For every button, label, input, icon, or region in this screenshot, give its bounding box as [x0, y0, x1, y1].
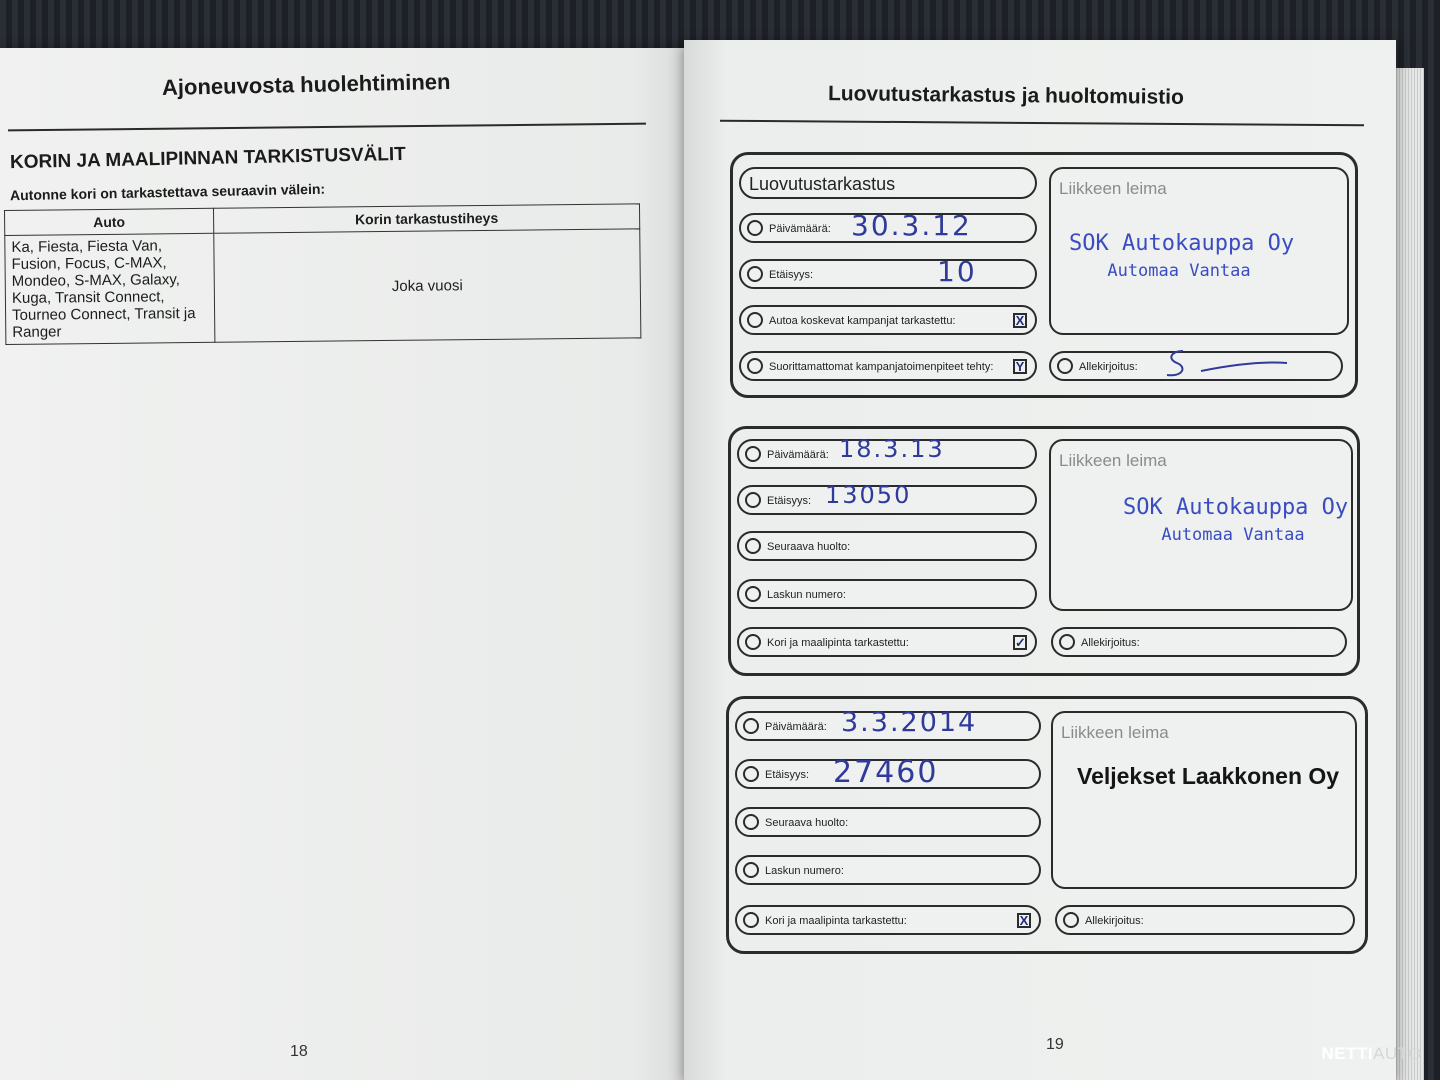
- table-header-frequency: Korin tarkastustiheys: [213, 204, 639, 233]
- signature-scribble: [1161, 345, 1291, 381]
- radio-circle[interactable]: [747, 266, 763, 282]
- stamp-label: Liikkeen leima: [1061, 723, 1169, 742]
- service-record-card-1: [728, 426, 1360, 676]
- date-label: Päivämäärä:: [765, 721, 827, 733]
- handwritten-distance: 27460: [833, 755, 939, 790]
- watermark-part2: AUTO: [1373, 1044, 1422, 1063]
- delivery-inspection-card: [730, 152, 1358, 398]
- model-line: Mondeo, S-MAX, Galaxy,: [11, 271, 180, 290]
- pending-label: Suorittamattomat kampanjatoimenpiteet tehty:: [769, 361, 994, 373]
- left-title-rule: [8, 123, 646, 132]
- radio-circle[interactable]: [747, 312, 763, 328]
- stamp-branch: Automaa Vantaa: [1161, 525, 1305, 545]
- stamp-company: SOK Autokauppa Oy: [1069, 231, 1295, 256]
- right-title-rule: [720, 120, 1364, 126]
- stamp-company: Veljekset Laakkonen Oy: [1077, 763, 1340, 789]
- card2-stamp-box: [1049, 439, 1353, 611]
- body-check-checkbox[interactable]: X: [1017, 913, 1031, 928]
- model-line: Ka, Fiesta, Fiesta Van,: [11, 237, 163, 256]
- right-page: [684, 40, 1396, 1080]
- radio-circle[interactable]: [747, 220, 763, 236]
- distance-label: Etäisyys:: [765, 769, 810, 781]
- table-cell-models: [5, 233, 215, 344]
- handwritten-date: 30.3.12: [851, 209, 972, 242]
- radio-circle[interactable]: [743, 912, 759, 928]
- left-page-number: 18: [290, 1043, 308, 1060]
- stamp-company: SOK Autokauppa Oy: [1123, 495, 1349, 520]
- radio-circle[interactable]: [1063, 912, 1079, 928]
- right-page-title: Luovutustarkastus ja huoltomuistio: [827, 82, 1184, 109]
- handwritten-date: 18.3.13: [839, 435, 945, 463]
- radio-circle[interactable]: [743, 814, 759, 830]
- pending-checkbox[interactable]: Y: [1013, 359, 1027, 374]
- card3-next-service-field[interactable]: [735, 807, 1041, 837]
- card2-next-service-field[interactable]: [737, 531, 1037, 561]
- card2-invoice-field[interactable]: [737, 579, 1037, 609]
- left-page: [0, 48, 688, 1080]
- inspection-interval-table: [4, 203, 641, 345]
- model-line: Tourneo Connect, Transit ja: [12, 305, 196, 324]
- radio-circle[interactable]: [747, 358, 763, 374]
- body-check-label: Kori ja maalipinta tarkastettu:: [767, 637, 909, 649]
- model-line: Kuga, Transit Connect,: [11, 288, 165, 307]
- model-line: Ranger: [12, 323, 62, 341]
- radio-circle[interactable]: [745, 634, 761, 650]
- model-line: Fusion, Focus, C-MAX,: [11, 254, 167, 273]
- invoice-label: Laskun numero:: [765, 865, 844, 877]
- body-check-checkbox[interactable]: ✓: [1015, 635, 1026, 650]
- stamp-branch: Automaa Vantaa: [1107, 261, 1251, 281]
- card1-date-field[interactable]: [739, 209, 1037, 243]
- signature-label: Allekirjoitus:: [1079, 361, 1138, 373]
- card1-stamp-box: [1049, 167, 1349, 335]
- card2-signature-field[interactable]: [1051, 627, 1347, 657]
- date-label: Päivämäärä:: [767, 449, 829, 461]
- service-record-card-2: [726, 696, 1368, 954]
- section-heading: KORIN JA MAALIPINNAN TARKISTUSVÄLIT: [9, 143, 406, 174]
- card3-date-field[interactable]: [735, 707, 1041, 741]
- watermark-part1: NETTI: [1321, 1044, 1374, 1063]
- radio-circle[interactable]: [743, 862, 759, 878]
- nettiauto-watermark: [1321, 1044, 1422, 1064]
- distance-label: Etäisyys:: [767, 495, 812, 507]
- right-page-number: 19: [1046, 1036, 1064, 1053]
- signature-label: Allekirjoitus:: [1081, 637, 1140, 649]
- card2-body-check-field[interactable]: [737, 627, 1037, 657]
- campaigns-label: Autoa koskevat kampanjat tarkastettu:: [769, 315, 956, 327]
- card1-signature-field[interactable]: [1049, 351, 1343, 381]
- date-label: Päivämäärä:: [769, 223, 831, 235]
- left-page-title: Ajoneuvosta huolehtiminen: [161, 68, 451, 101]
- card1-campaigns-field[interactable]: [739, 305, 1037, 335]
- next-service-label: Seuraava huolto:: [767, 541, 851, 553]
- table-cell-frequency: Joka vuosi: [214, 229, 641, 342]
- handwritten-distance: 10: [937, 255, 977, 288]
- card1-distance-field[interactable]: [739, 255, 1037, 289]
- handwritten-distance: 13050: [825, 481, 912, 509]
- next-service-label: Seuraava huolto:: [765, 817, 849, 829]
- radio-circle[interactable]: [743, 718, 759, 734]
- invoice-label: Laskun numero:: [767, 589, 846, 601]
- stamp-label: Liikkeen leima: [1059, 179, 1167, 198]
- radio-circle[interactable]: [1059, 634, 1075, 650]
- card1-title-field: [739, 167, 1037, 199]
- body-check-label: Kori ja maalipinta tarkastettu:: [765, 915, 907, 927]
- card2-distance-field[interactable]: [737, 481, 1037, 515]
- radio-circle[interactable]: [743, 766, 759, 782]
- card3-invoice-field[interactable]: [735, 855, 1041, 885]
- card1-pending-field[interactable]: [739, 351, 1037, 381]
- table-header-auto: Auto: [5, 208, 214, 235]
- radio-circle[interactable]: [745, 538, 761, 554]
- signature-label: Allekirjoitus:: [1085, 915, 1144, 927]
- card2-date-field[interactable]: [737, 435, 1037, 469]
- campaigns-checkbox[interactable]: X: [1013, 313, 1027, 328]
- radio-circle[interactable]: [745, 446, 761, 462]
- handwritten-date: 3.3.2014: [841, 707, 978, 738]
- stamp-label: Liikkeen leima: [1059, 451, 1167, 470]
- radio-circle[interactable]: [745, 586, 761, 602]
- card3-signature-field[interactable]: [1055, 905, 1355, 935]
- card3-body-check-field[interactable]: [735, 905, 1041, 935]
- card3-distance-field[interactable]: [735, 755, 1041, 790]
- distance-label: Etäisyys:: [769, 269, 814, 281]
- radio-circle[interactable]: [745, 492, 761, 508]
- card3-stamp-box: [1051, 711, 1357, 889]
- radio-circle[interactable]: [1057, 358, 1073, 374]
- section-intro: Autonne kori on tarkastettava seuraavin välein:: [9, 180, 326, 204]
- card1-title: Luovutustarkastus: [749, 174, 896, 194]
